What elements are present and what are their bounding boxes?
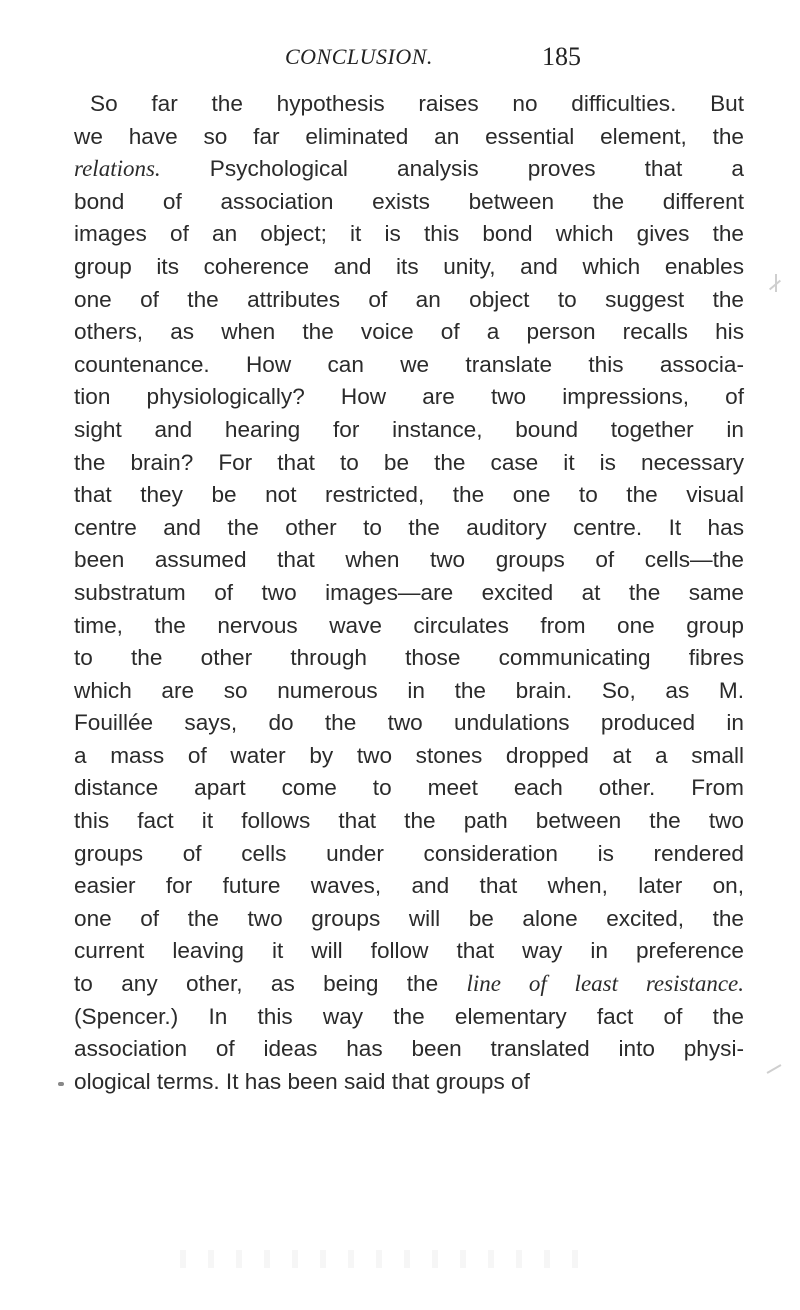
text-line: ological terms. It has been said that groups of — [74, 1068, 530, 1094]
text-line: sight and hearing for instance, bound together in — [74, 416, 744, 442]
text-line: time, the nervous wave circulates from one group — [74, 612, 744, 638]
body-text — [74, 88, 744, 1098]
text-line: (Spencer.) In this way the elementary fact of the — [74, 1003, 744, 1029]
text-line: one of the attributes of an object to suggest the — [74, 286, 744, 312]
text-line: association of ideas has been translated into physi- — [74, 1036, 744, 1062]
running-head — [0, 44, 800, 84]
italic-term: relations. — [74, 156, 161, 182]
text-line: this fact it follows that the path between the two — [74, 808, 744, 834]
running-title: CONCLUSION. — [285, 44, 433, 69]
text-line: countenance. How can we translate this associa- — [74, 351, 744, 377]
text-line: distance apart come to meet each other. From — [74, 775, 744, 801]
text-line: Fouillée says, do the two undulations produced in — [74, 710, 744, 736]
pencil-mark — [775, 274, 777, 292]
bleed-through — [180, 1250, 600, 1268]
text-fragment: Psychological analysis proves that a — [160, 156, 744, 182]
text-line: been assumed that when two groups of cells—the — [74, 547, 744, 573]
text-line: easier for future waves, and that when, later on, — [74, 873, 744, 899]
ink-speck — [58, 1082, 64, 1086]
text-line: which are so numerous in the brain. So, as M. — [74, 677, 744, 703]
text-line: a mass of water by two stones dropped at a small — [74, 742, 744, 768]
text-line: bond of association exists between the different — [74, 188, 744, 214]
text-line: the brain? For that to be the case it is necessary — [74, 449, 744, 475]
text-line: group its coherence and its unity, and which enables — [74, 253, 744, 279]
text-line — [74, 968, 744, 1001]
text-line — [74, 153, 744, 186]
text-line: we have so far eliminated an essential element, the — [74, 123, 744, 149]
text-line: So far the hypothesis raises no difficulties. But — [90, 91, 744, 116]
text-line: that they be not restricted, the one to the visual — [74, 482, 744, 508]
text-line: images of an object; it is this bond which gives the — [74, 221, 744, 247]
text-line: substratum of two images—are excited at the same — [74, 579, 744, 605]
text-line: to the other through those communicating fibres — [74, 645, 744, 671]
text-line: tion physiologically? How are two impressions, of — [74, 384, 744, 410]
text-fragment: to any other, as being the — [74, 971, 467, 997]
text-line: groups of cells under consideration is rendered — [74, 840, 744, 866]
text-line: others, as when the voice of a person recalls his — [74, 319, 744, 345]
pencil-mark — [767, 1064, 782, 1074]
italic-term: line of least resistance. — [466, 971, 744, 997]
text-line: current leaving it will follow that way in preference — [74, 938, 744, 964]
page-number: 185 — [542, 42, 581, 71]
text-line: centre and the other to the auditory centre. It has — [74, 514, 744, 540]
text-line: one of the two groups will be alone excited, the — [74, 905, 744, 931]
